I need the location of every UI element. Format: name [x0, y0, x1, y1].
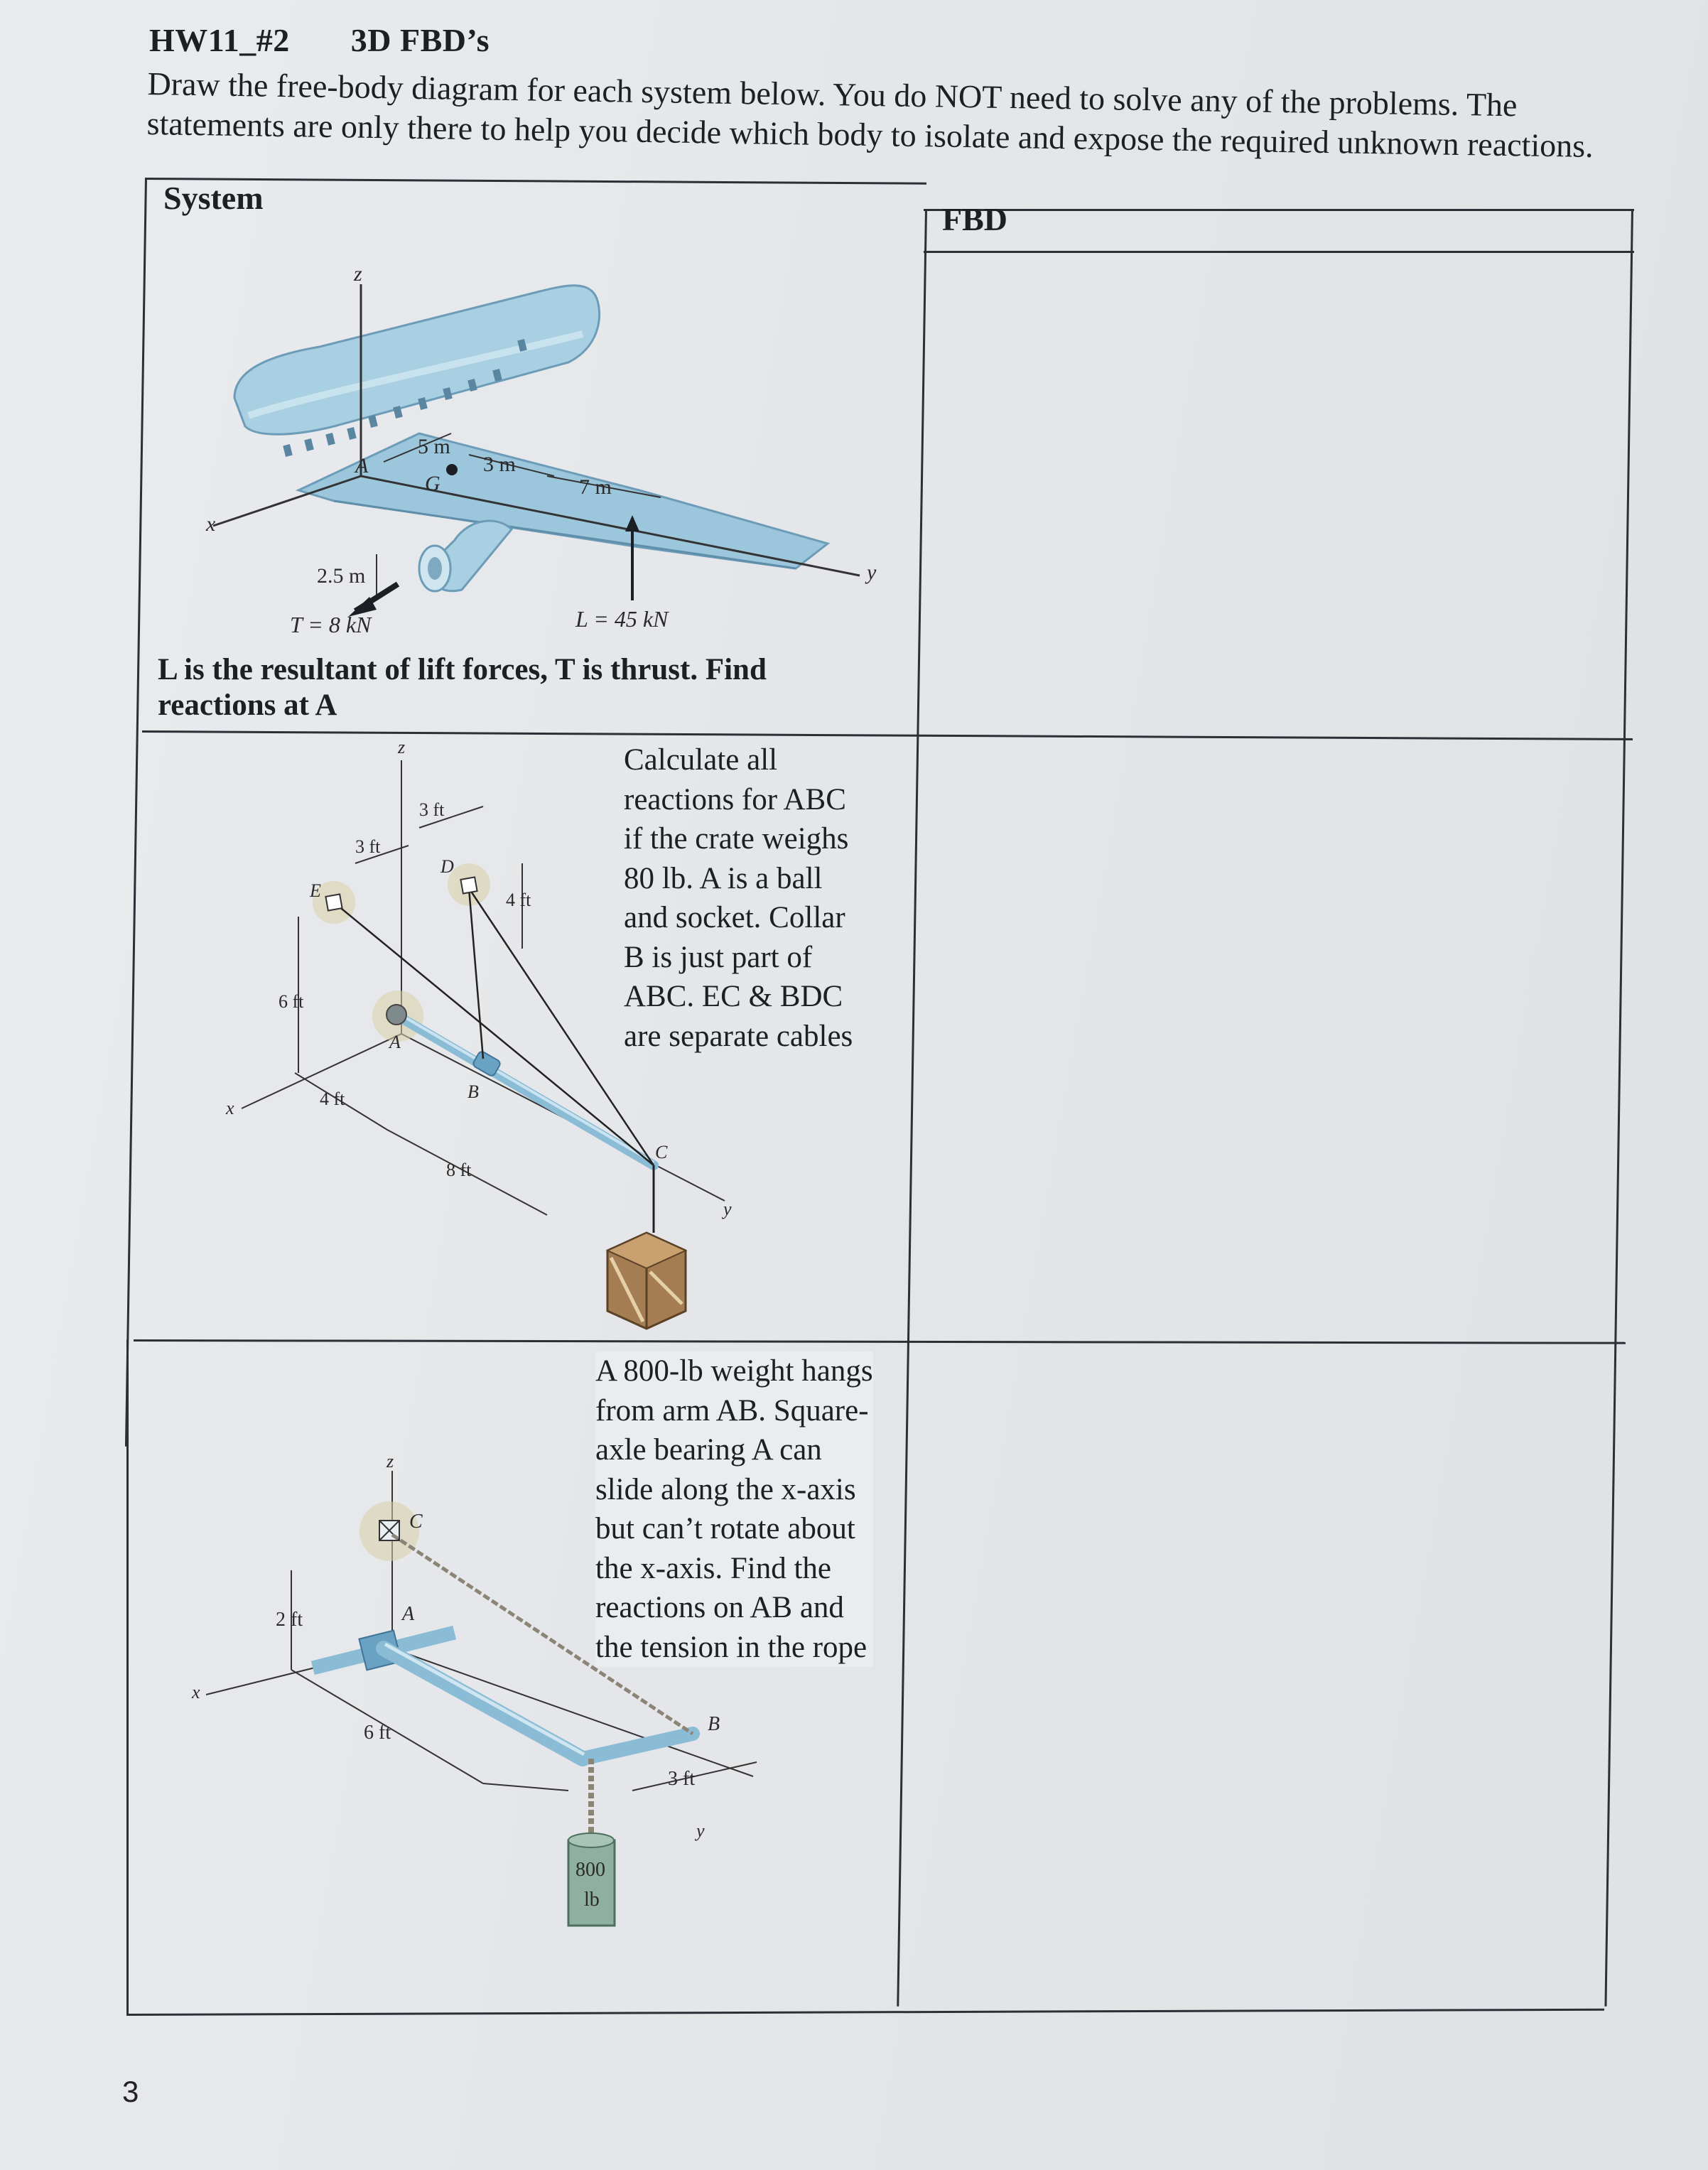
axis-z-label: z — [387, 1451, 394, 1472]
system-column-header: System — [163, 180, 264, 216]
axis-y-label: y — [723, 1199, 732, 1219]
lift-label: L = 45 kN — [575, 606, 669, 632]
dimension-6ft: 6 ft — [364, 1722, 391, 1744]
problem2-line: are separate cables — [624, 1019, 853, 1053]
problem3-line: reactions on AB and — [595, 1591, 844, 1624]
axis-z-label: z — [398, 737, 406, 757]
axis-y-label: y — [696, 1820, 705, 1841]
dimension-2ft: 2 ft — [276, 1609, 303, 1631]
problem2-line: reactions for ABC — [624, 782, 846, 816]
axis-x-label: x — [192, 1682, 200, 1702]
problem3-line: the tension in the rope — [595, 1630, 867, 1664]
assignment-code: HW11_#2 — [149, 22, 290, 58]
axis-z-label: z — [354, 262, 362, 286]
dimension-4ft-right: 4 ft — [506, 890, 531, 910]
problem2-line: and socket. Collar — [624, 901, 845, 934]
page-number: 3 — [122, 2075, 139, 2108]
problem3-line: slide along the x-axis — [595, 1472, 856, 1506]
axis-x-label: x — [206, 512, 216, 536]
problem2-line: 80 lb. A is a ball — [624, 861, 823, 895]
problem2-line: B is just part of — [624, 940, 813, 974]
point-b-label: B — [708, 1713, 720, 1735]
dimension-3ft-lower: 3 ft — [355, 836, 381, 857]
problem2-line: ABC. EC & BDC — [624, 980, 843, 1013]
problem2-line: if the crate weighs — [624, 822, 849, 855]
point-a-label: A — [355, 454, 369, 477]
point-b-label: B — [467, 1081, 479, 1102]
dimension-5m: 5 m — [418, 435, 450, 458]
dimension-6ft: 6 ft — [279, 991, 304, 1012]
problem3-line: axle bearing A can — [595, 1433, 822, 1467]
problem2-line: Calculate all — [624, 743, 778, 777]
instructions: Draw the free-body diagram for each system below. You do NOT need to solve any of the problems. The statements are only there to help you decide which body to isolate and expose the required unknown reactions. — [146, 65, 1594, 164]
point-c-label: C — [655, 1142, 668, 1162]
assignment-subject: 3D FBD’s — [350, 22, 490, 58]
point-c-label: C — [409, 1511, 423, 1533]
problem3-line: from arm AB. Square- — [595, 1393, 869, 1427]
point-g-label: G — [425, 472, 440, 495]
weight-value: 800 — [575, 1859, 605, 1881]
dimension-2-5m: 2.5 m — [317, 564, 366, 588]
problem1-statement: L is the resultant of lift forces, T is thrust. Find reactions at A — [158, 653, 767, 722]
point-a-label: A — [402, 1603, 415, 1625]
point-d-label: D — [440, 856, 454, 877]
dimension-4ft-lower: 4 ft — [320, 1089, 345, 1109]
problem3-line: A 800-lb weight hangs — [595, 1354, 873, 1388]
dimension-3m: 3 m — [483, 453, 516, 476]
dimension-7m: 7 m — [579, 475, 612, 499]
fbd-column-header: FBD — [942, 201, 1007, 237]
problem3-statement — [595, 1351, 873, 1667]
point-a-label: A — [389, 1032, 401, 1052]
thrust-label: T = 8 kN — [290, 612, 372, 637]
problem3-line: but can’t rotate about — [595, 1512, 855, 1545]
point-e-label: E — [310, 880, 321, 901]
dimension-8ft: 8 ft — [446, 1160, 472, 1180]
axis-x-label: x — [226, 1098, 234, 1118]
weight-unit: lb — [584, 1889, 600, 1911]
dimension-3ft-upper: 3 ft — [419, 799, 445, 820]
axis-y-label: y — [867, 561, 877, 584]
problem3-line: the x-axis. Find the — [595, 1551, 832, 1585]
dimension-3ft: 3 ft — [668, 1768, 696, 1790]
